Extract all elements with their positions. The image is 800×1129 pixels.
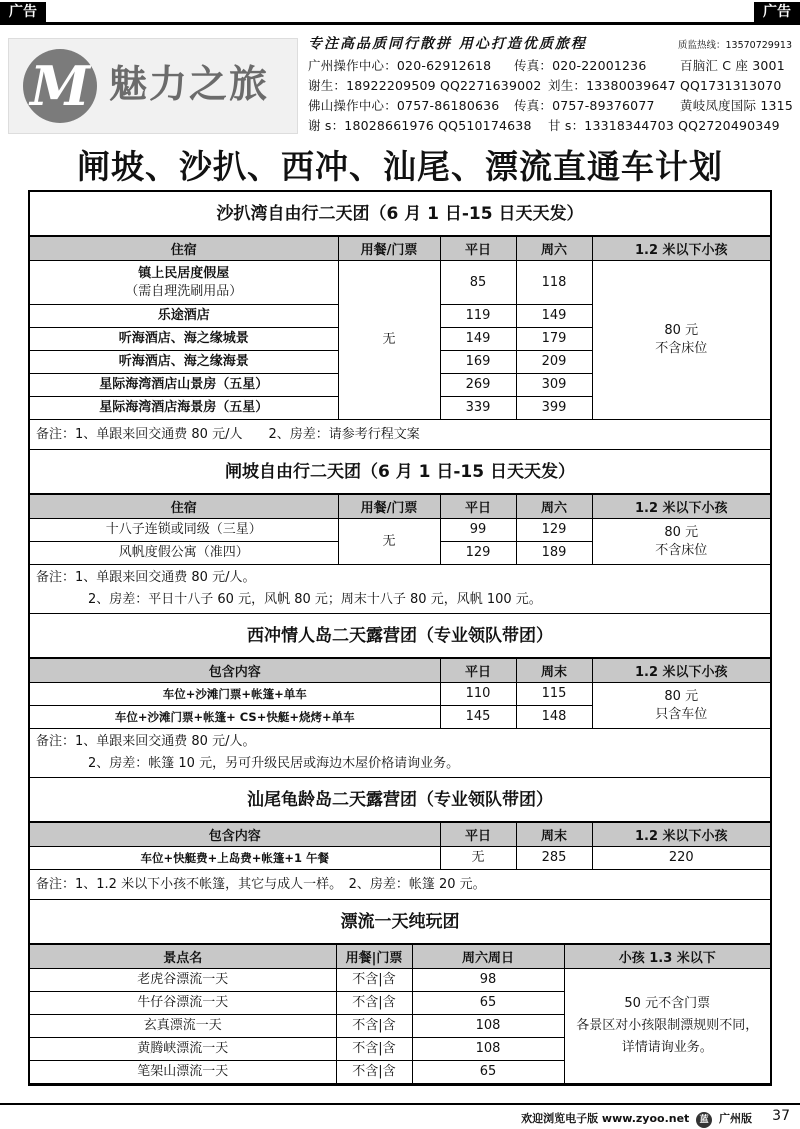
main-title: 闸坡、沙扒、西冲、汕尾、漂流直通车计划 [77,147,723,186]
brand-name: 魅力之旅 [109,62,270,106]
section-title-zhapo: 闸坡自由行二天团（6 月 1 日-15 日天天发） [30,450,770,494]
note-shaba: 备注：1、单跟来回交通费 80 元/人 2、房差：请参考行程文案 [30,420,770,450]
contact-row: 谢 s：18028661976 QQ510174638 甘 s：13318344703 QQ2720490349 [308,118,780,133]
table-row: 黄腾峡漂流一天 不含|含 108 [30,1038,770,1061]
table-row: 牛仔谷漂流一天 不含|含 65 [30,992,770,1015]
contact-row: 谢生：18922209509 QQ2271639002 刘生：13380039647 QQ1731313070 [308,78,782,93]
table-rafting: 景点名 用餐|门票 周六周日 小孩 1.3 米以下 老虎谷漂流一天 不含|含 98 50 元不含门票 各景区对小孩限制漂规则不同，详情请询业务。 牛仔谷漂流一天 不含|含 65 玄真漂流一天 不含|含 108 黄腾峡漂流一天 不含|含 108 笔架山漂流一天 不含|含 65 [30,944,770,1084]
table-row: 听海酒店、海之缘城景 149 179 [30,328,770,351]
note-shanwei: 备注：1、1.2 米以下小孩不帐篷，其它与成人一样。 2、房差：帐篷 20 元。 [30,870,770,900]
section-title-shanwei: 汕尾龟龄岛二天露营团（专业领队带团） [30,778,770,822]
logo-m-icon: M [23,49,97,123]
table-row: 老虎谷漂流一天 不含|含 98 50 元不含门票 各景区对小孩限制漂规则不同，详情请询业务。 [30,969,770,992]
contact-row: 佛山操作中心：0757-86180636 传真：0757-89376077 黄岐凤度国际 1315 [308,98,793,113]
section-title-rafting: 漂流一天纯玩团 [30,900,770,944]
table-row: 星际海湾酒店山景房（五星） 269 309 [30,374,770,397]
contact-row: 广州操作中心：020-62912618 传真：020-22001236 百脑汇 C 座 3001 [308,58,785,73]
table-shaba: 住宿 用餐/门票 平日 周六 1.2 米以下小孩 镇上民居度假屋 （需自理洗刷用品） 无 85 118 80 元 不含床位 乐途酒店 119 149 听海酒店、海之缘城景 149 179 听海酒店、海之缘海景 169 209 星际海湾酒店山景房（五星） 269 309 星际海湾酒店海景房（五星） 339 399 [30,236,770,420]
table-row: 乐途酒店 119 149 [30,305,770,328]
table-row: 星际海湾酒店海景房（五星） 339 399 [30,397,770,420]
rafting-child-note: 50 元不含门票 各景区对小孩限制漂规则不同，详情请询业务。 [564,969,770,1084]
section-title-xichong: 西冲情人岛二天露营团（专业领队带团） [30,614,770,658]
table-xichong: 包含内容 平日 周末 1.2 米以下小孩 车位+沙滩门票+帐篷+单车 110 115 80 元 只含车位 车位+沙滩门票+帐篷+ CS+快艇+烧烤+单车 145 148 [30,658,770,729]
itinerary-table [28,190,772,1086]
table-row: 十八子连锁或同级（三星） 无 99 129 80 元 不含床位 [30,519,770,542]
ad-label-left: 广告 [0,2,46,22]
table-row: 车位+沙滩门票+帐篷+ CS+快艇+烧烤+单车 145 148 [30,706,770,729]
brand-logo [8,38,298,134]
table-shanwei: 包含内容 平日 周末 1.2 米以下小孩 车位+快艇费+上岛费+帐篷+1 午餐 无 285 220 [30,822,770,870]
ad-label-right: 广告 [754,2,800,22]
note-zhapo: 备注：1、单跟来回交通费 80 元/人。 2、房差：平日十八子 60 元，风帆 80 元；周末十八子 80 元，风帆 100 元。 [30,565,770,614]
footer-website: 欢迎浏览电子版 www.zyoo.net [521,1112,690,1125]
page-number: 37 [772,1108,790,1124]
section-title-shaba: 沙扒湾自由行二天团（6 月 1 日-15 日天天发） [30,192,770,236]
page-footer [0,1103,800,1129]
table-row: 车位+快艇费+上岛费+帐篷+1 午餐 无 285 220 [30,847,770,870]
slogan: 专注高品质同行散拼 用心打造优质旅程 [308,36,587,52]
edition-badge-icon: 蓝 [696,1112,712,1128]
top-rule [0,22,800,25]
note-xichong: 备注：1、单跟来回交通费 80 元/人。 2、房差：帐篷 10 元，另可升级民居或海边木屋价格请询业务。 [30,729,770,778]
table-row: 风帆度假公寓（准四） 129 189 [30,542,770,565]
table-row: 听海酒店、海之缘海景 169 209 [30,351,770,374]
ad-header [0,28,800,140]
contact-block [308,34,792,136]
table-row: 车位+沙滩门票+帐篷+单车 110 115 80 元 只含车位 [30,683,770,706]
footer-edition: 广州版 [719,1112,752,1125]
table-zhapo: 住宿 用餐/门票 平日 周六 1.2 米以下小孩 十八子连锁或同级（三星） 无 99 129 80 元 不含床位 风帆度假公寓（准四） 129 189 [30,494,770,565]
table-row: 玄真漂流一天 不含|含 108 [30,1015,770,1038]
hotline: 质监热线：13570729913 [678,40,792,51]
table-row: 笔架山漂流一天 不含|含 65 [30,1061,770,1084]
table-row: 镇上民居度假屋 （需自理洗刷用品） 无 85 118 80 元 不含床位 [30,261,770,305]
